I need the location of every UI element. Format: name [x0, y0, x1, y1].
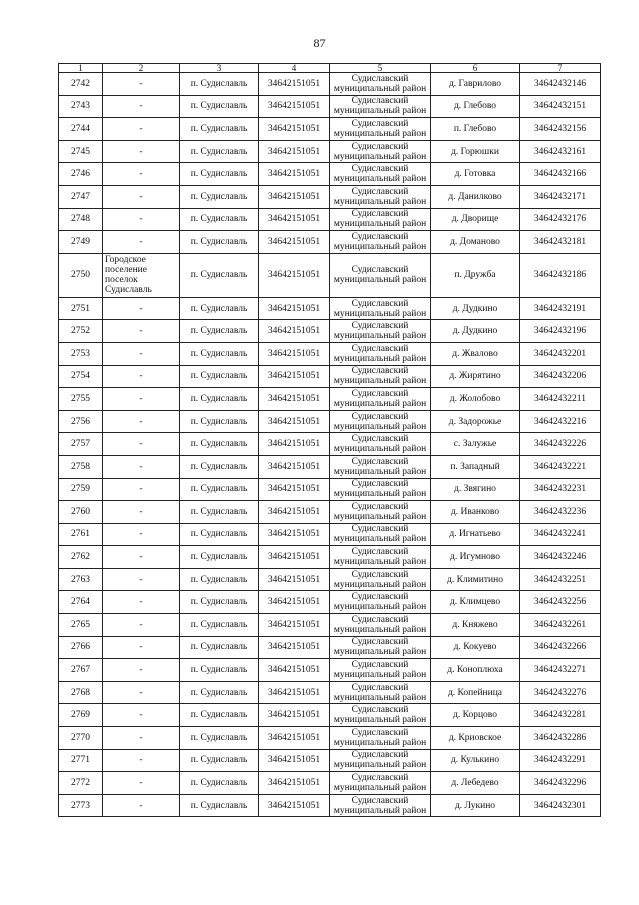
district-cell: Судиславский муниципальный район — [330, 185, 431, 208]
locality-cell: д. Дудкино — [431, 320, 520, 343]
row-number-cell: 2747 — [59, 185, 103, 208]
table-row — [59, 388, 601, 411]
locality-code-cell: 34642432151 — [520, 95, 601, 118]
municipality-cell: - — [103, 501, 180, 524]
center-cell: п. Судиславль — [180, 727, 259, 750]
municipality-cell: - — [103, 297, 180, 320]
municipality-cell: - — [103, 523, 180, 546]
table-row — [59, 681, 601, 704]
oktmo-code-cell: 34642151051 — [259, 501, 330, 524]
locality-code-cell: 34642432226 — [520, 433, 601, 456]
district-cell: Судиславский муниципальный район — [330, 636, 431, 659]
municipality-cell: - — [103, 772, 180, 795]
oktmo-code-cell: 34642151051 — [259, 95, 330, 118]
locality-cell: д. Корцово — [431, 704, 520, 727]
municipality-cell: - — [103, 320, 180, 343]
district-cell: Судиславский муниципальный район — [330, 478, 431, 501]
locality-code-cell: 34642432296 — [520, 772, 601, 795]
row-number-cell: 2767 — [59, 659, 103, 682]
row-number-cell: 2748 — [59, 208, 103, 231]
center-cell: п. Судиславль — [180, 118, 259, 141]
oktmo-code-cell: 34642151051 — [259, 568, 330, 591]
row-number-cell: 2749 — [59, 231, 103, 254]
locality-cell: д. Жвалово — [431, 342, 520, 365]
oktmo-code-cell: 34642151051 — [259, 231, 330, 254]
center-cell: п. Судиславль — [180, 546, 259, 569]
municipality-cell: - — [103, 614, 180, 637]
locality-code-cell: 34642432266 — [520, 636, 601, 659]
center-cell: п. Судиславль — [180, 681, 259, 704]
district-cell: Судиславский муниципальный район — [330, 681, 431, 704]
municipality-cell: - — [103, 388, 180, 411]
locality-cell: д. Кокуево — [431, 636, 520, 659]
district-cell: Судиславский муниципальный район — [330, 433, 431, 456]
table-body — [59, 73, 601, 817]
district-cell: Судиславский муниципальный район — [330, 546, 431, 569]
locality-cell: д. Княжево — [431, 614, 520, 637]
row-number-cell: 2764 — [59, 591, 103, 614]
municipality-cell: - — [103, 365, 180, 388]
locality-code-cell: 34642432211 — [520, 388, 601, 411]
district-cell: Судиславский муниципальный район — [330, 208, 431, 231]
oktmo-code-cell: 34642151051 — [259, 659, 330, 682]
oktmo-code-cell: 34642151051 — [259, 185, 330, 208]
oktmo-code-cell: 34642151051 — [259, 591, 330, 614]
municipality-cell: - — [103, 794, 180, 817]
municipality-cell: - — [103, 73, 180, 96]
district-cell: Судиславский муниципальный район — [330, 727, 431, 750]
locality-cell: с. Залужье — [431, 433, 520, 456]
row-number-cell: 2761 — [59, 523, 103, 546]
locality-cell: д. Игумново — [431, 546, 520, 569]
locality-code-cell: 34642432276 — [520, 681, 601, 704]
locality-code-cell: 34642432261 — [520, 614, 601, 637]
locality-code-cell: 34642432201 — [520, 342, 601, 365]
table-row — [59, 342, 601, 365]
row-number-cell: 2755 — [59, 388, 103, 411]
municipality-cell: - — [103, 140, 180, 163]
municipality-cell: - — [103, 478, 180, 501]
municipality-cell: - — [103, 749, 180, 772]
oktmo-code-cell: 34642151051 — [259, 614, 330, 637]
center-cell: п. Судиславль — [180, 388, 259, 411]
district-cell: Судиславский муниципальный район — [330, 320, 431, 343]
column-header: 1 — [59, 64, 103, 73]
center-cell: п. Судиславль — [180, 478, 259, 501]
locality-code-cell: 34642432166 — [520, 163, 601, 186]
locality-code-cell: 34642432206 — [520, 365, 601, 388]
locality-cell: д. Глебово — [431, 95, 520, 118]
row-number-cell: 2750 — [59, 253, 103, 297]
column-header: 7 — [520, 64, 601, 73]
locality-code-cell: 34642432246 — [520, 546, 601, 569]
oktmo-code-cell: 34642151051 — [259, 523, 330, 546]
municipality-cell: - — [103, 231, 180, 254]
district-cell: Судиславский муниципальный район — [330, 253, 431, 297]
table-row — [59, 614, 601, 637]
district-cell: Судиславский муниципальный район — [330, 591, 431, 614]
district-cell: Судиславский муниципальный район — [330, 455, 431, 478]
locality-cell: д. Гаврилово — [431, 73, 520, 96]
center-cell: п. Судиславль — [180, 320, 259, 343]
locality-code-cell: 34642432156 — [520, 118, 601, 141]
table-row — [59, 118, 601, 141]
table-row — [59, 185, 601, 208]
table-row — [59, 253, 601, 297]
district-cell: Судиславский муниципальный район — [330, 163, 431, 186]
oktmo-code-cell: 34642151051 — [259, 410, 330, 433]
oktmo-code-cell: 34642151051 — [259, 365, 330, 388]
row-number-cell: 2769 — [59, 704, 103, 727]
municipality-cell: - — [103, 342, 180, 365]
locality-cell: д. Копейница — [431, 681, 520, 704]
oktmo-code-cell: 34642151051 — [259, 681, 330, 704]
district-cell: Судиславский муниципальный район — [330, 140, 431, 163]
table-row — [59, 546, 601, 569]
locality-cell: д. Жолобово — [431, 388, 520, 411]
district-cell: Судиславский муниципальный район — [330, 749, 431, 772]
district-cell: Судиславский муниципальный район — [330, 118, 431, 141]
center-cell: п. Судиславль — [180, 568, 259, 591]
table-row — [59, 231, 601, 254]
table-row — [59, 501, 601, 524]
row-number-cell: 2766 — [59, 636, 103, 659]
row-number-cell: 2763 — [59, 568, 103, 591]
municipality-cell: - — [103, 636, 180, 659]
page-number: 87 — [313, 36, 326, 50]
table-row — [59, 568, 601, 591]
oktmo-code-cell: 34642151051 — [259, 772, 330, 795]
oktmo-code-cell: 34642151051 — [259, 433, 330, 456]
table-row — [59, 478, 601, 501]
table-row — [59, 749, 601, 772]
table-row — [59, 140, 601, 163]
table-row — [59, 433, 601, 456]
row-number-cell: 2742 — [59, 73, 103, 96]
oktmo-code-cell: 34642151051 — [259, 118, 330, 141]
locality-code-cell: 34642432221 — [520, 455, 601, 478]
center-cell: п. Судиславль — [180, 433, 259, 456]
oktmo-code-cell: 34642151051 — [259, 727, 330, 750]
locality-code-cell: 34642432171 — [520, 185, 601, 208]
column-header: 5 — [330, 64, 431, 73]
municipality-cell: - — [103, 681, 180, 704]
district-cell: Судиславский муниципальный район — [330, 388, 431, 411]
row-number-cell: 2773 — [59, 794, 103, 817]
row-number-cell: 2756 — [59, 410, 103, 433]
district-cell: Судиславский муниципальный район — [330, 95, 431, 118]
locality-code-cell: 34642432251 — [520, 568, 601, 591]
column-header: 6 — [431, 64, 520, 73]
district-cell: Судиславский муниципальный район — [330, 568, 431, 591]
district-cell: Судиславский муниципальный район — [330, 342, 431, 365]
row-number-cell: 2772 — [59, 772, 103, 795]
row-number-cell: 2762 — [59, 546, 103, 569]
locality-code-cell: 34642432161 — [520, 140, 601, 163]
center-cell: п. Судиславль — [180, 636, 259, 659]
municipality-cell: - — [103, 546, 180, 569]
municipality-cell: - — [103, 591, 180, 614]
oktmo-code-cell: 34642151051 — [259, 163, 330, 186]
municipality-cell: - — [103, 185, 180, 208]
locality-cell: д. Кулькино — [431, 749, 520, 772]
locality-cell: д. Дворище — [431, 208, 520, 231]
oktmo-code-cell: 34642151051 — [259, 140, 330, 163]
table-row — [59, 659, 601, 682]
row-number-cell: 2751 — [59, 297, 103, 320]
table-row — [59, 365, 601, 388]
locality-cell: д. Коноплюха — [431, 659, 520, 682]
column-header: 2 — [103, 64, 180, 73]
locality-code-cell: 34642432181 — [520, 231, 601, 254]
row-number-cell: 2757 — [59, 433, 103, 456]
center-cell: п. Судиславль — [180, 185, 259, 208]
row-number-cell: 2771 — [59, 749, 103, 772]
row-number-cell: 2752 — [59, 320, 103, 343]
locality-code-cell: 34642432301 — [520, 794, 601, 817]
header-row — [59, 64, 601, 73]
center-cell: п. Судиславль — [180, 455, 259, 478]
center-cell: п. Судиславль — [180, 749, 259, 772]
table-row — [59, 320, 601, 343]
locality-cell: д. Криовское — [431, 727, 520, 750]
district-cell: Судиславский муниципальный район — [330, 410, 431, 433]
locality-cell: п. Дружба — [431, 253, 520, 297]
row-number-cell: 2754 — [59, 365, 103, 388]
district-cell: Судиславский муниципальный район — [330, 704, 431, 727]
row-number-cell: 2768 — [59, 681, 103, 704]
municipality-cell: - — [103, 410, 180, 433]
row-number-cell: 2753 — [59, 342, 103, 365]
oktmo-code-cell: 34642151051 — [259, 297, 330, 320]
center-cell: п. Судиславль — [180, 163, 259, 186]
locality-cell: д. Данилково — [431, 185, 520, 208]
oktmo-code-cell: 34642151051 — [259, 749, 330, 772]
locality-cell: д. Иванково — [431, 501, 520, 524]
locality-cell: д. Климцево — [431, 591, 520, 614]
locality-code-cell: 34642432216 — [520, 410, 601, 433]
center-cell: п. Судиславль — [180, 794, 259, 817]
municipality-cell: - — [103, 163, 180, 186]
row-number-cell: 2743 — [59, 95, 103, 118]
center-cell: п. Судиславль — [180, 253, 259, 297]
municipality-cell: - — [103, 455, 180, 478]
center-cell: п. Судиславль — [180, 614, 259, 637]
municipality-cell: - — [103, 208, 180, 231]
locality-code-cell: 34642432281 — [520, 704, 601, 727]
row-number-cell: 2746 — [59, 163, 103, 186]
table-row — [59, 704, 601, 727]
locality-code-cell: 34642432186 — [520, 253, 601, 297]
center-cell: п. Судиславль — [180, 342, 259, 365]
table-row — [59, 455, 601, 478]
oktmo-code-cell: 34642151051 — [259, 253, 330, 297]
district-cell: Судиславский муниципальный район — [330, 365, 431, 388]
district-cell: Судиславский муниципальный район — [330, 772, 431, 795]
municipality-cell: - — [103, 704, 180, 727]
table-row — [59, 208, 601, 231]
settlements-table — [58, 63, 601, 817]
table-row — [59, 523, 601, 546]
oktmo-code-cell: 34642151051 — [259, 546, 330, 569]
row-number-cell: 2758 — [59, 455, 103, 478]
table-row — [59, 410, 601, 433]
row-number-cell: 2765 — [59, 614, 103, 637]
municipality-cell: - — [103, 118, 180, 141]
oktmo-code-cell: 34642151051 — [259, 388, 330, 411]
locality-cell: д. Жирятино — [431, 365, 520, 388]
center-cell: п. Судиславль — [180, 365, 259, 388]
column-header: 3 — [180, 64, 259, 73]
oktmo-code-cell: 34642151051 — [259, 208, 330, 231]
center-cell: п. Судиславль — [180, 95, 259, 118]
locality-code-cell: 34642432176 — [520, 208, 601, 231]
row-number-cell: 2759 — [59, 478, 103, 501]
locality-code-cell: 34642432271 — [520, 659, 601, 682]
municipality-cell: - — [103, 568, 180, 591]
table-row — [59, 73, 601, 96]
center-cell: п. Судиславль — [180, 140, 259, 163]
oktmo-code-cell: 34642151051 — [259, 455, 330, 478]
locality-cell: д. Дудкино — [431, 297, 520, 320]
locality-code-cell: 34642432241 — [520, 523, 601, 546]
column-header: 4 — [259, 64, 330, 73]
center-cell: п. Судиславль — [180, 231, 259, 254]
district-cell: Судиславский муниципальный район — [330, 523, 431, 546]
table-row — [59, 163, 601, 186]
locality-code-cell: 34642432286 — [520, 727, 601, 750]
center-cell: п. Судиславль — [180, 297, 259, 320]
district-cell: Судиславский муниципальный район — [330, 614, 431, 637]
center-cell: п. Судиславль — [180, 659, 259, 682]
row-number-cell: 2760 — [59, 501, 103, 524]
oktmo-code-cell: 34642151051 — [259, 320, 330, 343]
oktmo-code-cell: 34642151051 — [259, 704, 330, 727]
oktmo-code-cell: 34642151051 — [259, 636, 330, 659]
district-cell: Судиславский муниципальный район — [330, 794, 431, 817]
table-row — [59, 727, 601, 750]
table-row — [59, 794, 601, 817]
oktmo-code-cell: 34642151051 — [259, 478, 330, 501]
oktmo-code-cell: 34642151051 — [259, 342, 330, 365]
municipality-cell: - — [103, 433, 180, 456]
oktmo-code-cell: 34642151051 — [259, 794, 330, 817]
locality-cell: д. Задорожье — [431, 410, 520, 433]
locality-cell: д. Готовка — [431, 163, 520, 186]
row-number-cell: 2745 — [59, 140, 103, 163]
locality-code-cell: 34642432196 — [520, 320, 601, 343]
district-cell: Судиславский муниципальный район — [330, 297, 431, 320]
district-cell: Судиславский муниципальный район — [330, 501, 431, 524]
locality-cell: д. Звягино — [431, 478, 520, 501]
locality-code-cell: 34642432256 — [520, 591, 601, 614]
locality-code-cell: 34642432231 — [520, 478, 601, 501]
district-cell: Судиславский муниципальный район — [330, 231, 431, 254]
locality-cell: д. Горюшки — [431, 140, 520, 163]
locality-cell: п. Глебово — [431, 118, 520, 141]
locality-code-cell: 34642432146 — [520, 73, 601, 96]
table-row — [59, 297, 601, 320]
center-cell: п. Судиславль — [180, 410, 259, 433]
row-number-cell: 2744 — [59, 118, 103, 141]
table-row — [59, 772, 601, 795]
district-cell: Судиславский муниципальный район — [330, 73, 431, 96]
locality-code-cell: 34642432236 — [520, 501, 601, 524]
row-number-cell: 2770 — [59, 727, 103, 750]
locality-code-cell: 34642432291 — [520, 749, 601, 772]
center-cell: п. Судиславль — [180, 704, 259, 727]
locality-cell: п. Западный — [431, 455, 520, 478]
table-row — [59, 636, 601, 659]
center-cell: п. Судиславль — [180, 591, 259, 614]
locality-cell: д. Доманово — [431, 231, 520, 254]
locality-cell: д. Климитино — [431, 568, 520, 591]
center-cell: п. Судиславль — [180, 208, 259, 231]
locality-cell: д. Игнатьево — [431, 523, 520, 546]
municipality-cell: - — [103, 659, 180, 682]
district-cell: Судиславский муниципальный район — [330, 659, 431, 682]
table-row — [59, 95, 601, 118]
center-cell: п. Судиславль — [180, 73, 259, 96]
center-cell: п. Судиславль — [180, 523, 259, 546]
municipality-cell: Городское поселение поселок Судиславль — [103, 253, 180, 297]
oktmo-code-cell: 34642151051 — [259, 73, 330, 96]
municipality-cell: - — [103, 727, 180, 750]
locality-code-cell: 34642432191 — [520, 297, 601, 320]
locality-cell: д. Лебедево — [431, 772, 520, 795]
center-cell: п. Судиславль — [180, 772, 259, 795]
municipality-cell: - — [103, 95, 180, 118]
center-cell: п. Судиславль — [180, 501, 259, 524]
table-row — [59, 591, 601, 614]
locality-cell: д. Лукино — [431, 794, 520, 817]
